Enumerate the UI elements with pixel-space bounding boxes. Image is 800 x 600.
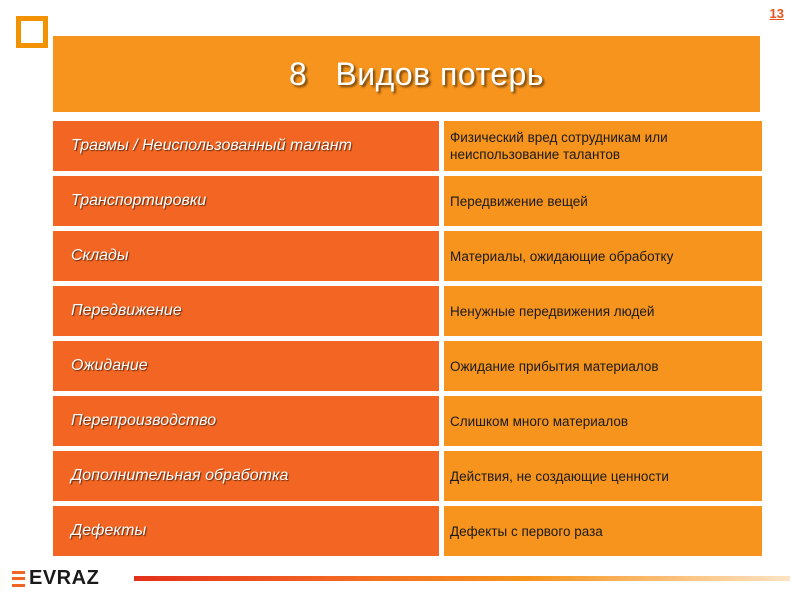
category-cell: Передвижение bbox=[53, 286, 439, 336]
category-cell: Перепроизводство bbox=[53, 396, 439, 446]
page-title: 8 Видов потерь bbox=[288, 55, 545, 92]
table-row bbox=[53, 121, 762, 171]
description-cell: Слишком много материалов bbox=[444, 396, 762, 446]
table-row bbox=[53, 506, 762, 556]
description-cell: Ненужные передвижения людей bbox=[444, 286, 762, 336]
category-cell: Склады bbox=[53, 231, 439, 281]
category-cell: Травмы / Неиспользованный талант bbox=[53, 121, 439, 171]
evraz-logo bbox=[12, 567, 99, 590]
category-cell: Дефекты bbox=[53, 506, 439, 556]
description-cell: Ожидание прибытия материалов bbox=[444, 341, 762, 391]
category-cell: Транспортировки bbox=[53, 176, 439, 226]
table-row bbox=[53, 231, 762, 281]
title-banner bbox=[53, 36, 760, 112]
table-row bbox=[53, 396, 762, 446]
description-cell: Дефекты с первого раза bbox=[444, 506, 762, 556]
footer-divider bbox=[134, 576, 790, 581]
description-cell: Материалы, ожидающие обработку bbox=[444, 231, 762, 281]
corner-square-decoration bbox=[16, 16, 48, 48]
waste-types-table bbox=[53, 121, 762, 561]
table-row bbox=[53, 286, 762, 336]
logo-text: EVRAZ bbox=[29, 567, 100, 589]
table-row bbox=[53, 451, 762, 501]
category-cell: Дополнительная обработка bbox=[53, 451, 439, 501]
description-cell: Действия, не создающие ценности bbox=[444, 451, 762, 501]
table-row bbox=[53, 176, 762, 226]
description-cell: Физический вред сотрудникам или неиспользование талантов bbox=[444, 121, 762, 171]
description-cell: Передвижение вещей bbox=[444, 176, 762, 226]
category-cell: Ожидание bbox=[53, 341, 439, 391]
logo-stripes-icon bbox=[12, 571, 25, 587]
table-row bbox=[53, 341, 762, 391]
page-number[interactable]: 13 bbox=[769, 6, 784, 21]
